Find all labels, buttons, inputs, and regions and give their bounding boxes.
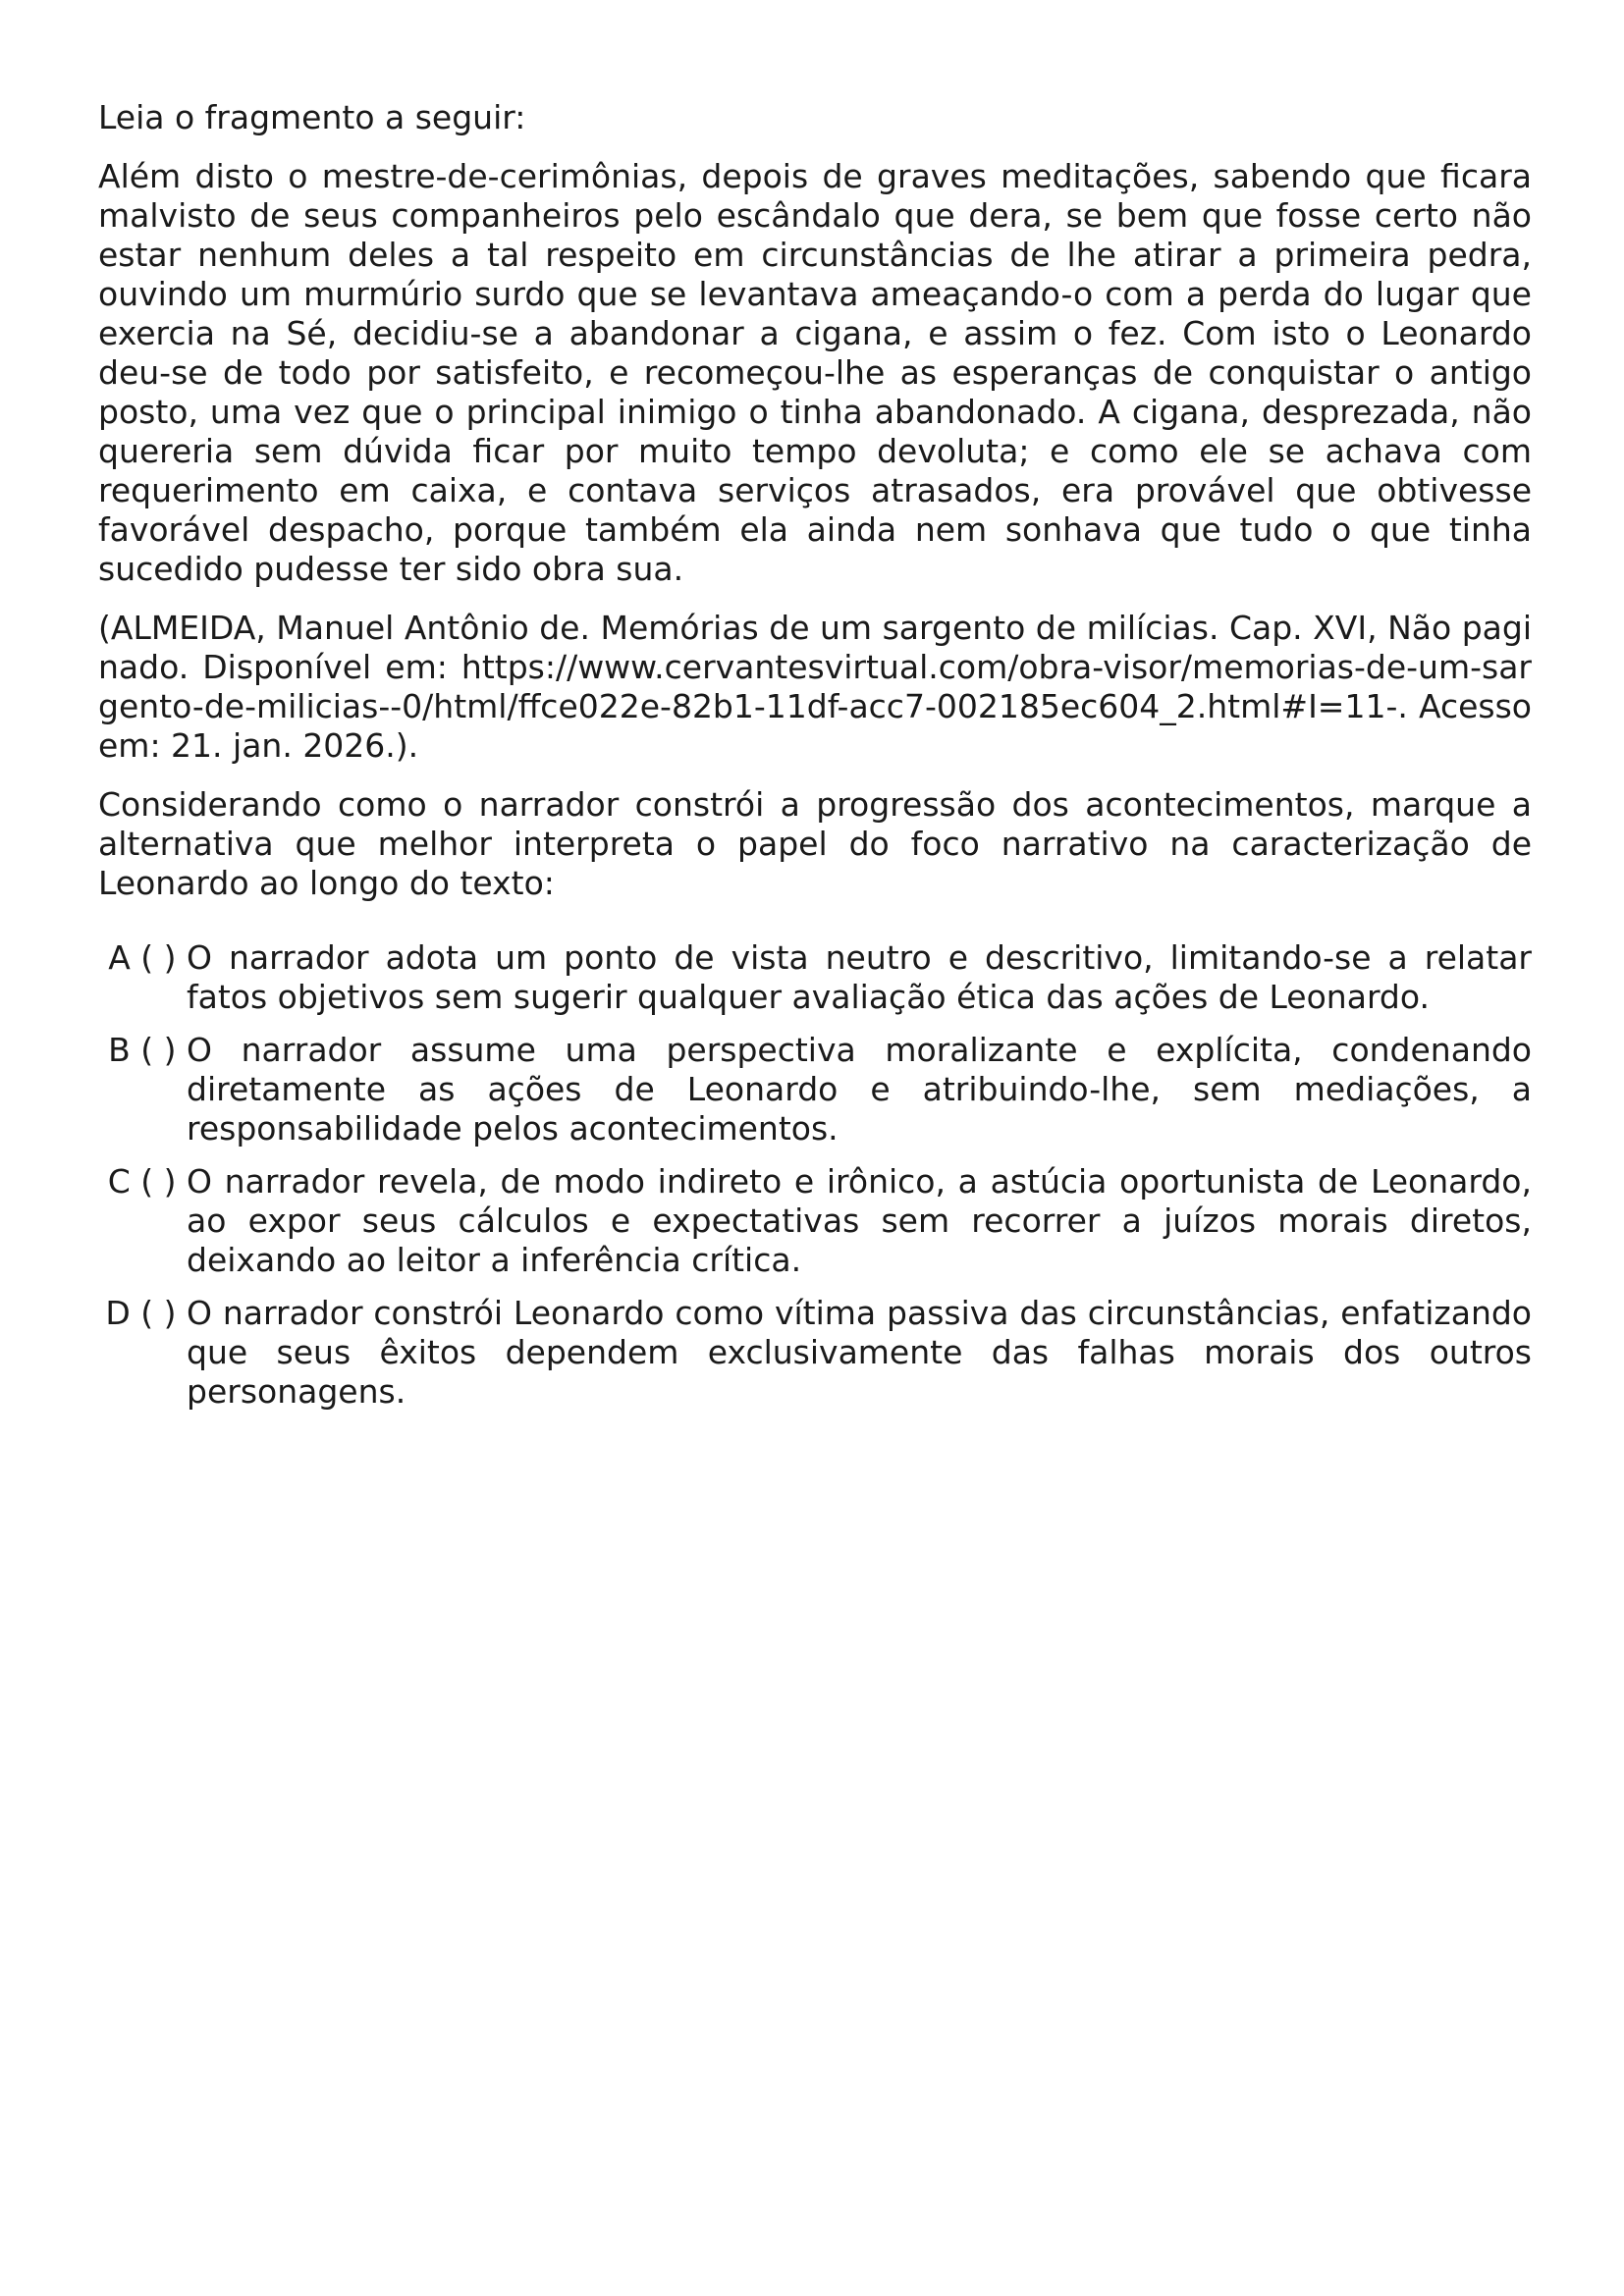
- option-c-text: O narrador revela, de modo indireto e irônico, a astúcia oportunista de Leonardo, ao expor seus cálculos e expectativas sem recorrer a juízos morais diretos, deixando ao leitor a inferência crítica.: [187, 1162, 1532, 1279]
- option-c-label[interactable]: C ( ): [107, 1162, 187, 1201]
- bibliographic-reference: (ALMEIDA, Manuel Antônio de. Memórias de um sargento de milícias. Cap. XVI, Não paginado. Disponível em: https://www.cervantesvirtual.com/obra-visor/memorias-de-um-sargento-de-milicias--0/html/ffce022e-82b1-11df-acc7-002185ec604_2.html#I=11-. Acesso em: 21. jan. 2026.).: [98, 609, 1532, 765]
- text-fragment: Além disto o mestre-de-cerimônias, depois de graves meditações, sabendo que ficara malvisto de seus companheiros pelo escândalo que dera, se bem que fosse certo não estar nenhum deles a tal respeito em circunstâncias de lhe atirar a primeira pedra, ouvindo um murmúrio surdo que se levantava ameaçando-o com a perda do lugar que exercia na Sé, decidiu-se a abandonar a cigana, e assim o fez. Com isto o Leonardo deu-se de todo por satisfeito, e recomeçou-lhe as esperanças de conquistar o antigo posto, uma vez que o principal inimigo o tinha abandonado. A cigana, desprezada, não quereria sem dúvida ficar por muito tempo devoluta; e como ele se achava com requerimento em caixa, e contava serviços atrasados, era provável que obtivesse favorável despacho, porque também ela ainda nem sonhava que tudo o que tinha sucedido pudesse ter sido obra sua.: [98, 157, 1532, 588]
- option-d-text: O narrador constrói Leonardo como vítima passiva das circunstâncias, enfatizando que seus êxitos dependem exclusivamente das falhas morais dos outros personagens.: [187, 1294, 1532, 1411]
- answer-options: [98, 938, 1532, 1412]
- question-page: [98, 98, 1532, 1425]
- option-a-label[interactable]: A ( ): [108, 938, 187, 977]
- option-b-label[interactable]: B ( ): [108, 1031, 187, 1069]
- question-prompt: Considerando como o narrador constrói a progressão dos acontecimentos, marque a alternativa que melhor interpreta o papel do foco narrativo na caracterização de Leonardo ao longo do texto:: [98, 785, 1532, 902]
- option-a-text: O narrador adota um ponto de vista neutro e descritivo, limitando-se a relatar fatos objetivos sem sugerir qualquer avaliação ética das ações de Leonardo.: [187, 938, 1532, 1016]
- option-c[interactable]: [98, 1162, 1532, 1280]
- option-b-text: O narrador assume uma perspectiva moralizante e explícita, condenando diretamente as ações de Leonardo e atribuindo-lhe, sem mediações, a responsabilidade pelos acontecimentos.: [187, 1031, 1532, 1148]
- option-d-label[interactable]: D ( ): [105, 1294, 187, 1332]
- option-b[interactable]: [98, 1031, 1532, 1148]
- intro-text: Leia o fragmento a seguir:: [98, 98, 526, 136]
- option-d[interactable]: [98, 1294, 1532, 1412]
- option-a[interactable]: [98, 938, 1532, 1017]
